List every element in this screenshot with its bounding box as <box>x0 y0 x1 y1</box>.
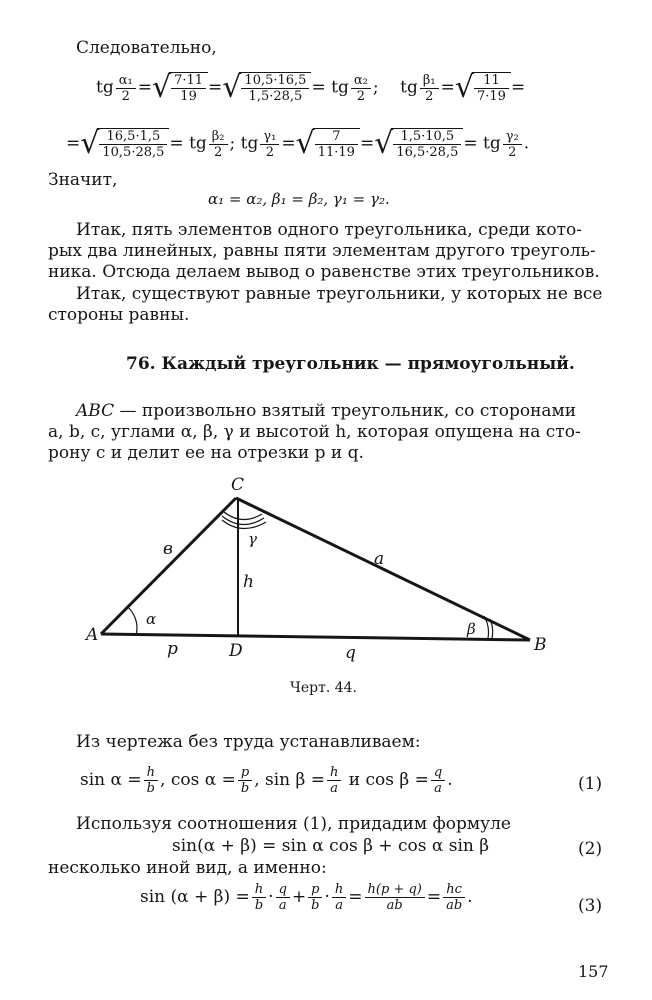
gamma-arc-2 <box>222 516 264 525</box>
label-a: a <box>374 549 385 569</box>
triangle-figure <box>0 470 652 680</box>
label-beta: β <box>467 620 476 638</box>
para2-line-1: Итак, существуют равные треугольники, у которых не все <box>76 284 603 304</box>
equation-3: sin (α + β) = $\frac{h}{b}$ · $\frac{q}{a}$ + $\frac{p}{b}$ · $\frac{h}{a}$ = $\frac{h(p + q)}{ab}$ = $\frac{hc}{ab}$ . <box>140 882 473 913</box>
para3-line-3: рону c и делит ее на отрезки p и q. <box>48 443 364 463</box>
sqrt-2: √ $\frac{10,5\cdot 16,5}{1,5\cdot 28,5}$ <box>222 72 311 104</box>
sqrt-6: √ $\frac{1,5\cdot 10,5}{16,5\cdot 28,5}$ <box>374 128 463 160</box>
label-p: p <box>167 639 178 659</box>
other-form-text: несколько иной вид, а именно: <box>48 858 327 878</box>
label-q: q <box>345 643 356 663</box>
label-B: B <box>534 635 547 655</box>
para1-line-3: ника. Отсюда делаем вывод о равенстве этих треугольников. <box>48 262 600 282</box>
side-c <box>101 634 530 640</box>
equation-2-number: (2) <box>578 839 603 859</box>
tg-equation-line-1: tg $\frac{\text{α₁}}{2}$ =√ $\frac{7\cdot 11}{19}$ =√ $\frac{10,5\cdot 16,5}{1,5\cdot 28,5}$ = tg $\frac{\text{α₂}}{2}$ ; tg $\frac{\text{β₁}}{2}$ =√ $\frac{11}{7\cdot 19}$ = <box>96 70 526 105</box>
section-title: 76. Каждый треугольник — прямоугольный. <box>126 354 575 374</box>
hence-text: Значит, <box>48 170 118 190</box>
equation-3-number: (3) <box>578 896 603 916</box>
tg-equation-line-2: =√ $\frac{16,5\cdot 1,5}{10,5\cdot 28,5}$ = tg $\frac{\text{β₂}}{2}$ ; tg $\frac{\text{γ₁}}{2}$ =√ $\frac{7}{11\cdot 19}$ =√ $\frac{1,5\cdot 10,5}{16,5\cdot 28,5}$ = tg $\frac{\text{γ₂}}{2}$ . <box>66 126 530 161</box>
para1-line-1: Итак, пять элементов одного треугольника, среди кото- <box>76 220 583 240</box>
sqrt-3: √ $\frac{11}{7\cdot 19}$ <box>455 72 511 104</box>
label-D: D <box>229 641 243 661</box>
consequently-text: Следовательно, <box>76 38 217 58</box>
label-alpha: α <box>146 610 157 628</box>
sqrt-5: √ $\frac{7}{11\cdot 19}$ <box>296 128 360 160</box>
label-gamma: γ <box>248 530 257 548</box>
label-b: в <box>163 539 173 559</box>
para2-line-2: стороны равны. <box>48 305 190 325</box>
para1-line-2: рых два линейных, равны пяти элементам другого треуголь- <box>48 241 596 261</box>
para3-line-2: a, b, c, углами α, β, γ и высотой h, которая опущена на сто- <box>48 422 581 442</box>
sqrt-4: √ $\frac{16,5\cdot 1,5}{10,5\cdot 28,5}$ <box>80 128 169 160</box>
alpha-arc <box>128 607 137 635</box>
angle-equalities: α₁ = α₂, β₁ = β₂, γ₁ = γ₂. <box>208 190 390 208</box>
gamma-arc-1 <box>224 512 262 520</box>
label-A: A <box>86 625 99 645</box>
from-drawing-text: Из чертежа без труда устанавливаем: <box>76 732 421 752</box>
using-text: Используя соотношения (1), придадим формуле <box>76 814 511 834</box>
equation-1: sin α = $\frac{h}{b}$ , cos α = $\frac{p}{b}$ , sin β = $\frac{h}{a}$ и cos β = $\frac{q}{a}$ . <box>80 765 453 796</box>
label-C: C <box>231 475 245 495</box>
para3-line-1: ABC — произвольно взятый треугольник, со сторонами <box>76 401 577 421</box>
equation-1-number: (1) <box>578 774 603 794</box>
figure-caption: Черт. 44. <box>290 680 357 696</box>
side-b <box>101 498 236 634</box>
sqrt-1: √ $\frac{7\cdot 11}{19}$ <box>152 72 208 104</box>
label-h: h <box>243 572 254 592</box>
equation-2: sin(α + β) = sin α cos β + cos α sin β <box>172 836 490 856</box>
page-number: 157 <box>578 962 609 981</box>
